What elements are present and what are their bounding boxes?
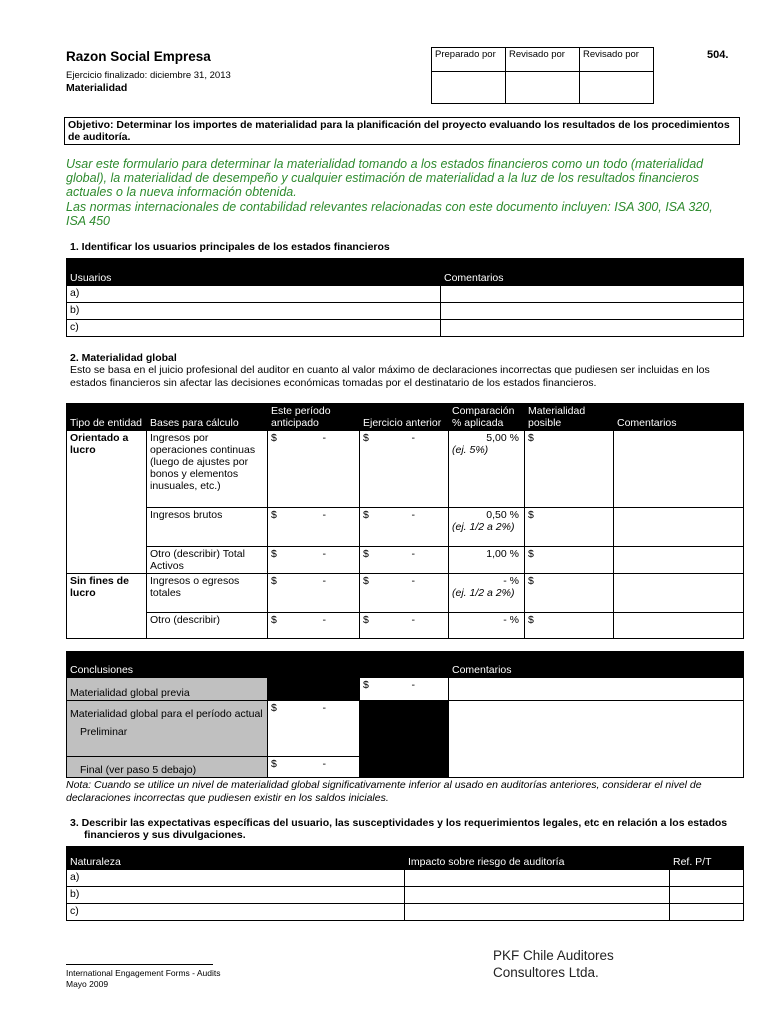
pct-value: 5,00: [486, 432, 507, 444]
reviewed-by-label-2: Revisado por: [580, 48, 654, 72]
section2-description: Esto se basa en el juicio profesional del auditor en cuanto al valor máximo de declaraciones incorrectas que pudiesen ser incluidas en los estados financieros sin afectar las decisiones económicas tomadas por el destinatario de los estados financieros.: [70, 364, 710, 389]
comment-3[interactable]: [614, 547, 744, 574]
col-comments: Comentarios: [441, 259, 744, 286]
footer-form-name: International Engagement Forms - Audits: [66, 968, 221, 978]
pct-note: (ej. 1/2 a 2%): [452, 521, 515, 533]
basis-5: Otro (describir): [147, 613, 268, 639]
fiscal-year: Ejercicio finalizado: diciembre 31, 2013: [66, 70, 231, 81]
prior-1[interactable]: [360, 431, 449, 508]
header-spacer: [268, 652, 360, 678]
current-1[interactable]: [268, 431, 360, 508]
dash: -: [322, 432, 326, 444]
pct-value: 1,00: [486, 548, 507, 560]
col-comments: Comentarios: [614, 404, 744, 431]
col-nature: Naturaleza: [67, 847, 405, 870]
dash: -: [322, 575, 326, 587]
currency-sign: $: [271, 548, 277, 560]
firm-line-1: PKF Chile Auditores: [493, 948, 614, 963]
table-row: [67, 613, 744, 639]
currency-sign: $: [271, 702, 277, 714]
expectations-table: [66, 846, 744, 921]
currency-sign: $: [363, 548, 369, 560]
currency-sign: $: [528, 575, 534, 587]
currency-sign: $: [363, 575, 369, 587]
previous-comment[interactable]: [449, 678, 744, 701]
currency-sign: $: [528, 548, 534, 560]
comment-2[interactable]: [614, 508, 744, 547]
instructions-text: Usar este formulario para determinar la materialidad tomando a los estados financieros como un todo (materialidad global), la materialidad de desempeño y cualquier estimación de materialidad a la luz de los resultados financieros actuales o la nueva información obtenida.: [66, 157, 704, 199]
col-comparison-pct: Comparación % aplicada: [449, 404, 525, 431]
prior-4[interactable]: [360, 574, 449, 613]
user-row-a[interactable]: a): [67, 286, 441, 303]
user-row-b[interactable]: b): [67, 303, 441, 320]
entity-profit: Orientado a lucro: [67, 431, 147, 574]
col-prior-year: Ejercicio anterior: [360, 404, 449, 431]
currency-sign: $: [271, 432, 277, 444]
prior-5[interactable]: [360, 613, 449, 639]
current-comment[interactable]: [449, 701, 744, 778]
percent-sign: %: [509, 432, 519, 444]
current-3[interactable]: [268, 547, 360, 574]
pct-4[interactable]: [449, 574, 525, 613]
col-conclusion-comments: Comentarios: [449, 652, 744, 678]
expectation-row-b[interactable]: b): [67, 887, 405, 904]
prepared-by-label: Preparado por: [432, 48, 506, 72]
materiality-table: [66, 403, 744, 639]
dash: -: [411, 614, 415, 626]
materiality-5[interactable]: [525, 613, 614, 639]
basis-1: Ingresos por operaciones continuas (luego de ajustes por bonos y elementos inusuales, etc.): [147, 431, 268, 508]
currency-sign: $: [271, 758, 277, 770]
col-basis: Bases para cálculo: [147, 404, 268, 431]
pct-note: (ej. 1/2 a 2%): [452, 587, 515, 599]
current-materiality-cell: [67, 701, 268, 757]
black-cell: [268, 678, 360, 701]
currency-sign: $: [271, 509, 277, 521]
reviewed-by-label-1: Revisado por: [506, 48, 580, 72]
dash: -: [322, 702, 326, 714]
current-4[interactable]: [268, 574, 360, 613]
pct-note: (ej. 5%): [452, 444, 489, 456]
dash: -: [322, 614, 326, 626]
currency-sign: $: [528, 432, 534, 444]
basis-2: Ingresos brutos: [147, 508, 268, 547]
percent-sign: %: [509, 614, 519, 626]
table-row: [67, 431, 744, 508]
page-code: 504.: [707, 49, 729, 61]
pct-2[interactable]: [449, 508, 525, 547]
current-5[interactable]: [268, 613, 360, 639]
pct-value: -: [503, 614, 507, 626]
current-materiality-label: Materialidad global para el período actual: [70, 708, 263, 720]
currency-sign: $: [271, 614, 277, 626]
currency-sign: $: [363, 614, 369, 626]
firm-line-2: Consultores Ltda.: [493, 965, 599, 980]
user-comment-c[interactable]: [441, 320, 744, 337]
percent-sign: %: [509, 575, 519, 587]
ref-a[interactable]: [670, 870, 744, 887]
currency-sign: $: [271, 575, 277, 587]
impact-a[interactable]: [405, 870, 670, 887]
section-name: Materialidad: [66, 82, 128, 94]
conclusion-note: Nota: Cuando se utilice un nivel de materialidad global significativamente inferior al usado en auditorías anteriores, considerar el nivel de declaraciones incorrectas que pudiesen existir en los saldos iniciales.: [66, 779, 702, 804]
col-current-period: Este período anticipado: [268, 404, 360, 431]
col-users: Usuarios: [67, 259, 441, 286]
preliminary-label: Preliminar: [80, 726, 128, 738]
dash: -: [322, 509, 326, 521]
dash: -: [411, 548, 415, 560]
currency-sign: $: [528, 614, 534, 626]
ref-b[interactable]: [670, 887, 744, 904]
pct-5[interactable]: [449, 613, 525, 639]
col-entity-type: Tipo de entidad: [67, 404, 147, 431]
prepared-by-field[interactable]: [432, 72, 506, 104]
final-label: Final (ver paso 5 debajo): [67, 757, 268, 778]
comment-4[interactable]: [614, 574, 744, 613]
entity-nonprofit: Sin fines de lucro: [67, 574, 147, 639]
reviewed-by-field-1[interactable]: [506, 72, 580, 104]
pct-3[interactable]: [449, 547, 525, 574]
ref-c[interactable]: [670, 904, 744, 921]
user-comment-b[interactable]: [441, 303, 744, 320]
materiality-1[interactable]: [525, 431, 614, 508]
table-row: [67, 508, 744, 547]
basis-3: Otro (describir) Total Activos: [147, 547, 268, 574]
materiality-4[interactable]: [525, 574, 614, 613]
dash: -: [322, 548, 326, 560]
dash: -: [322, 758, 326, 770]
col-conclusions: Conclusiones: [67, 652, 268, 678]
table-row: [67, 547, 744, 574]
currency-sign: $: [363, 509, 369, 521]
impact-b[interactable]: [405, 887, 670, 904]
previous-materiality-value[interactable]: [360, 678, 449, 701]
comment-1[interactable]: [614, 431, 744, 508]
company-name: Razon Social Empresa: [66, 49, 211, 64]
final-value[interactable]: [268, 757, 360, 778]
dash: -: [411, 679, 415, 691]
percent-sign: %: [509, 509, 519, 521]
expectation-row-a[interactable]: a): [67, 870, 405, 887]
prior-3[interactable]: [360, 547, 449, 574]
dash: -: [411, 575, 415, 587]
materiality-3[interactable]: [525, 547, 614, 574]
conclusions-table: [66, 651, 744, 778]
footer-date: Mayo 2009: [66, 979, 109, 989]
dash: -: [411, 509, 415, 521]
section3-title: 3. Describir las expectativas específicas del usuario, las susceptividades y los requerimientos legales, etc en relación a los estados financieros y sus divulgaciones.: [70, 817, 728, 841]
col-impact: Impacto sobre riesgo de auditoría: [405, 847, 670, 870]
impact-c[interactable]: [405, 904, 670, 921]
standards-text: Las normas internacionales de contabilidad relevantes relacionadas con este documento incluyen: ISA 300, ISA 320, ISA 450: [66, 200, 713, 228]
table-row: [67, 574, 744, 613]
users-table: [66, 258, 744, 337]
header-spacer: [360, 652, 449, 678]
objective-box: Objetivo: Determinar los importes de materialidad para la planificación del proyecto evaluando los resultados de los procedimientos de auditoría.: [64, 117, 740, 145]
pct-value: -: [503, 575, 507, 587]
percent-sign: %: [509, 548, 519, 560]
currency-sign: $: [363, 432, 369, 444]
col-ref: Ref. P/T: [670, 847, 744, 870]
materiality-2[interactable]: [525, 508, 614, 547]
reviewed-by-field-2[interactable]: [580, 72, 654, 104]
pct-value: 0,50: [486, 509, 507, 521]
dash: -: [411, 432, 415, 444]
previous-materiality-label: Materialidad global previa: [67, 678, 268, 701]
pct-1[interactable]: [449, 431, 525, 508]
currency-sign: $: [528, 509, 534, 521]
expectation-row-c[interactable]: c): [67, 904, 405, 921]
section2-title: 2. Materialidad global: [70, 352, 177, 364]
currency-sign: $: [363, 679, 369, 691]
col-possible-materiality: Materialidad posible: [525, 404, 614, 431]
footer-rule: [66, 964, 213, 965]
current-2[interactable]: [268, 508, 360, 547]
signoff-table: [431, 47, 654, 104]
user-row-c[interactable]: c): [67, 320, 441, 337]
prior-2[interactable]: [360, 508, 449, 547]
basis-4: Ingresos o egresos totales: [147, 574, 268, 613]
preliminary-value[interactable]: [268, 701, 360, 757]
section1-title: 1. Identificar los usuarios principales de los estados financieros: [70, 241, 390, 253]
comment-5[interactable]: [614, 613, 744, 639]
user-comment-a[interactable]: [441, 286, 744, 303]
black-cell: [360, 701, 449, 778]
